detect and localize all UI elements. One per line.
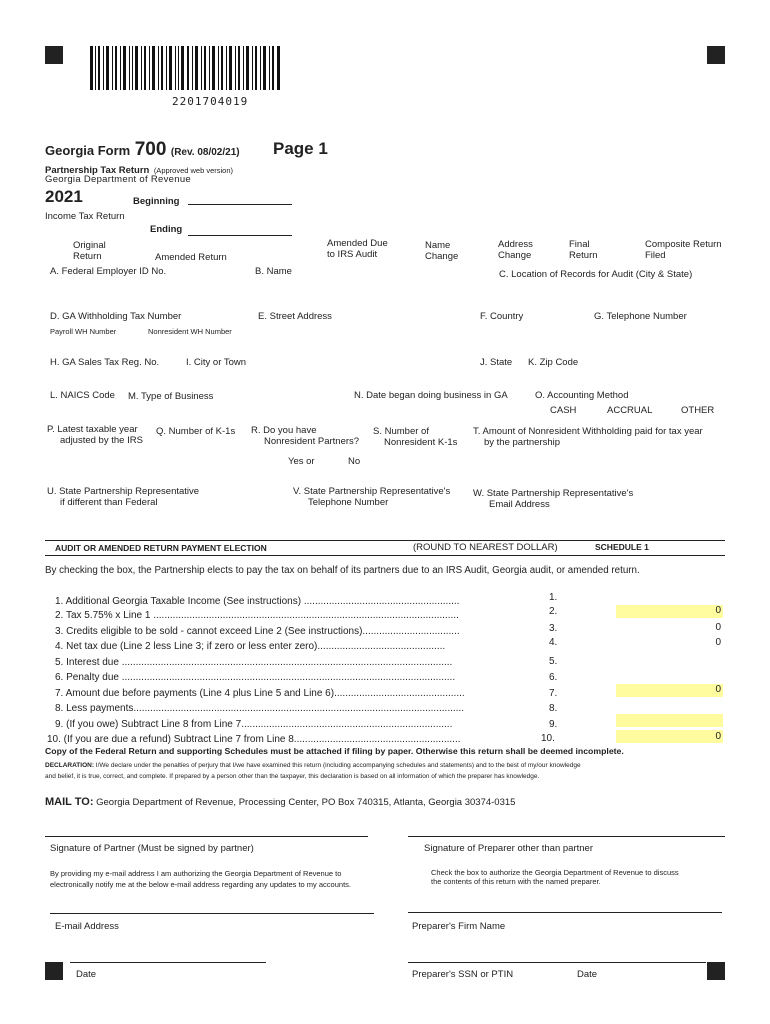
k1-count-field[interactable]: Q. Number of K-1s: [156, 426, 236, 437]
line-number: 2.: [549, 606, 558, 617]
representative-phone-field[interactable]: V. State Partnership Representative's Telephone Number: [293, 486, 451, 508]
line-number: 9.: [549, 719, 558, 730]
barcode: [90, 46, 290, 96]
divider: [45, 555, 725, 556]
divider: [45, 540, 725, 541]
line-number: 3.: [549, 623, 558, 634]
no-option[interactable]: No: [348, 456, 361, 467]
email-authorization-note: By providing my e-mail address I am authorizing the Georgia Department of Revenue to electronically notify me at the below e-mail address regarding any updates to my accounts.: [50, 869, 351, 889]
latest-taxable-year-field[interactable]: P. Latest taxable year adjusted by the IRS: [47, 424, 143, 446]
line-number: 5.: [549, 656, 558, 667]
date-label: Date: [76, 969, 97, 980]
schedule-line-10: 10. (If you are due a refund) Subtract Line 7 from Line 8............................................................: [47, 734, 461, 745]
partner-date-line[interactable]: [70, 962, 266, 963]
nonresident-partners-question: R. Do you have Nonresident Partners?: [251, 425, 360, 447]
mail-to: MAIL TO: Georgia Department of Revenue, Processing Center, PO Box 740315, Atlanta, Georgia 30374-0315: [45, 796, 516, 808]
representative-email-field[interactable]: W. State Partnership Representative's Email Address: [473, 488, 634, 510]
partner-signature-line[interactable]: [45, 836, 368, 837]
state-representative-field[interactable]: U. State Partnership Representative if different than Federal: [47, 486, 200, 508]
ending-label: Ending: [150, 224, 183, 235]
line-3-value[interactable]: 0: [715, 622, 721, 633]
schedule-line-1: 1. Additional Georgia Taxable Income (See instructions) ........................................................: [55, 596, 460, 607]
declaration: DECLARATION: I/We declare under the penalties of perjury that I/we have examined this return (including accompanying schedules and statements) and to the best of my/our knowledge: [45, 762, 581, 769]
registration-mark: [45, 46, 63, 64]
records-location-field[interactable]: C. Location of Records for Audit (City & State): [499, 269, 693, 280]
schedule-line-5: 5. Interest due .......................................................................................................................: [55, 657, 453, 668]
ending-date-field[interactable]: [188, 235, 292, 236]
income-tax-return-label: Income Tax Return: [45, 211, 125, 222]
accrual-option[interactable]: ACCRUAL: [607, 405, 653, 416]
line-number: 7.: [549, 688, 558, 699]
schedule-line-3: 3. Credits eligible to be sold - cannot exceed Line 2 (See instructions)...................................: [55, 626, 460, 637]
schedule-line-6: 6. Penalty due ........................................................................................................................: [55, 672, 456, 683]
registration-mark: [45, 962, 63, 980]
final-return-option[interactable]: Final Return: [569, 239, 598, 261]
cash-option[interactable]: CASH: [550, 405, 577, 416]
telephone-field[interactable]: G. Telephone Number: [594, 311, 687, 322]
yes-option[interactable]: Yes or: [288, 456, 315, 467]
line-number: 4.: [549, 637, 558, 648]
country-field[interactable]: F. Country: [480, 311, 524, 322]
form-title: Georgia Form 700 (Rev. 08/02/21): [45, 139, 240, 160]
beginning-label: Beginning: [133, 196, 180, 207]
election-intro: By checking the box, the Partnership elects to pay the tax on behalf of its partners due to an IRS Audit, Georgia audit, or amended return.: [45, 565, 640, 576]
city-field[interactable]: I. City or Town: [186, 357, 247, 368]
ssn-date-line[interactable]: [408, 962, 706, 963]
schedule-heading: AUDIT OR AMENDED RETURN PAYMENT ELECTION: [55, 543, 267, 553]
preparer-date-label: Date: [577, 969, 598, 980]
email-line[interactable]: [50, 913, 374, 914]
page-label: Page 1: [273, 139, 328, 158]
nonresident-wh-label: Nonresident WH Number: [148, 327, 232, 336]
barcode-number: 2201704019: [172, 95, 249, 108]
payroll-wh-label: Payroll WH Number: [50, 327, 117, 336]
schedule-line-8: 8. Less payments.......................................................................................................................: [55, 703, 464, 714]
line-number: 8.: [549, 703, 558, 714]
declaration-cont: and belief, it is true, correct, and complete. If prepared by a person other than the taxpayer, this declaration is based on all information of which the preparer has knowledge.: [45, 773, 540, 780]
schedule-line-2: 2. Tax 5.75% x Line 1 ..............................................................................................................: [55, 610, 459, 621]
ssn-ptin-label: Preparer's SSN or PTIN: [412, 969, 514, 980]
schedule-label: SCHEDULE 1: [595, 542, 649, 552]
federal-ein-field[interactable]: A. Federal Employer ID No.: [50, 266, 167, 277]
email-address-label: E-mail Address: [55, 921, 119, 932]
business-start-date-field[interactable]: N. Date began doing business in GA: [354, 390, 508, 401]
street-address-field[interactable]: E. Street Address: [258, 311, 332, 322]
line-7-value: 0: [715, 684, 721, 695]
original-return-option[interactable]: Original Return: [73, 240, 106, 262]
state-field[interactable]: J. State: [480, 357, 513, 368]
rounding-note: (ROUND TO NEAREST DOLLAR): [413, 542, 558, 553]
name-field[interactable]: B. Name: [255, 266, 292, 277]
line-10-value: 0: [715, 731, 721, 742]
registration-mark: [707, 962, 725, 980]
firm-name-line[interactable]: [408, 912, 722, 913]
ga-withholding-field[interactable]: D. GA Withholding Tax Number: [50, 311, 182, 322]
naics-field[interactable]: L. NAICS Code: [50, 390, 115, 401]
form-subtitle: Partnership Tax Return (Approved web version): [45, 165, 234, 176]
line-number: 6.: [549, 672, 558, 683]
amended-due-irs-audit-option[interactable]: Amended Due to IRS Audit: [327, 238, 388, 260]
zip-field[interactable]: K. Zip Code: [528, 357, 579, 368]
sales-tax-field[interactable]: H. GA Sales Tax Reg. No.: [50, 357, 160, 368]
other-option[interactable]: OTHER: [681, 405, 715, 416]
nonresident-k1-count-field[interactable]: S. Number of Nonresident K-1s: [373, 426, 458, 448]
schedule-line-4: 4. Net tax due (Line 2 less Line 3; if zero or less enter zero)..............................................: [55, 641, 446, 652]
discuss-authorization-checkbox[interactable]: Check the box to authorize the Georgia Department of Revenue to discuss the contents of this return with the named preparer.: [431, 868, 679, 886]
line-4-value[interactable]: 0: [715, 637, 721, 648]
composite-return-option[interactable]: Composite Return Filed: [645, 239, 722, 261]
line-2-value: 0: [715, 605, 721, 616]
address-change-option[interactable]: Address Change: [498, 239, 533, 261]
nonresident-withholding-field[interactable]: T. Amount of Nonresident Withholding paid for tax year by the partnership: [473, 426, 703, 448]
registration-mark: [707, 46, 725, 64]
amended-return-option[interactable]: Amended Return: [155, 252, 227, 263]
line-number: 1.: [549, 592, 558, 603]
preparer-signature-line[interactable]: [408, 836, 725, 837]
firm-name-label: Preparer's Firm Name: [412, 921, 506, 932]
name-change-option[interactable]: Name Change: [425, 240, 459, 262]
preparer-signature-label: Signature of Preparer other than partner: [424, 843, 593, 854]
schedule-line-7: 7. Amount due before payments (Line 4 plus Line 5 and Line 6)...............................................: [55, 688, 465, 699]
tax-year: 2021: [45, 187, 83, 206]
copy-note: Copy of the Federal Return and supporting Schedules must be attached if filing by paper. Otherwise this return shall be deemed incomplete.: [45, 746, 624, 756]
partner-signature-label: Signature of Partner (Must be signed by partner): [50, 843, 254, 854]
line-number: 10.: [541, 733, 555, 744]
business-type-field[interactable]: M. Type of Business: [128, 391, 214, 402]
line-9-input[interactable]: [616, 714, 723, 727]
department: Georgia Department of Revenue: [45, 174, 191, 185]
accounting-method-label: O. Accounting Method: [535, 390, 629, 401]
beginning-date-field[interactable]: [188, 204, 292, 205]
schedule-line-9: 9. (If you owe) Subtract Line 8 from Line 7............................................................................: [55, 719, 453, 730]
